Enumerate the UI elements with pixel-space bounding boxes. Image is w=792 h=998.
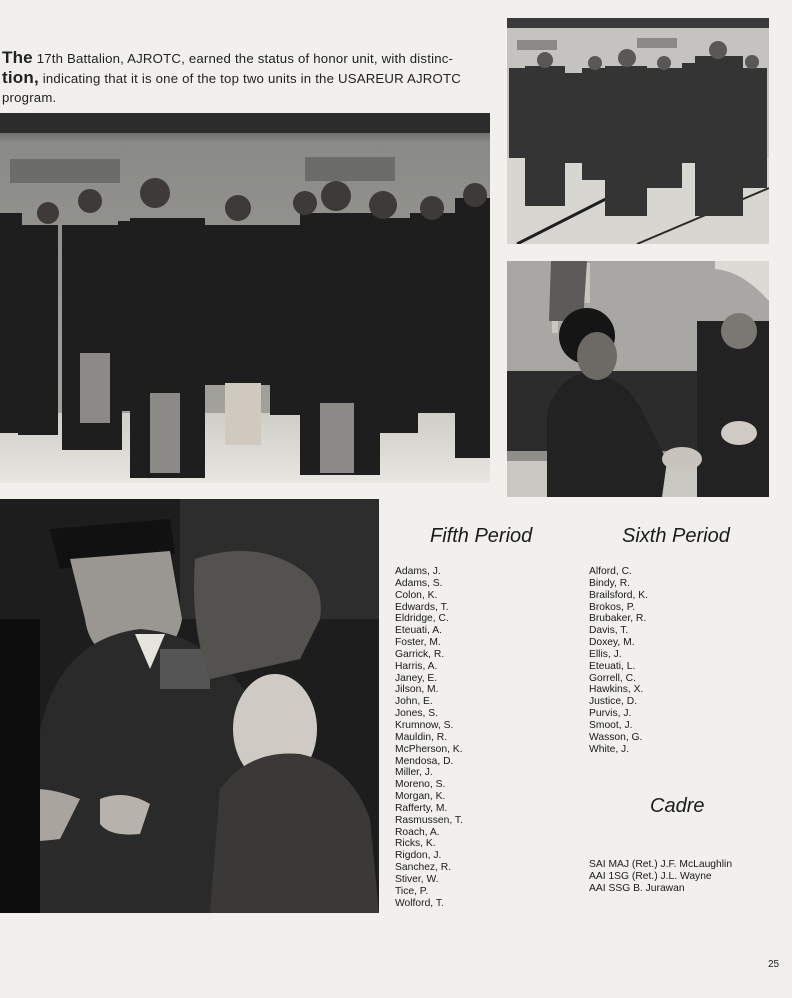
roster-name: Brokos, P. (589, 601, 636, 613)
roster-name: Sanchez, R. (395, 862, 452, 874)
roster-name: Adams, S. (395, 577, 443, 589)
roster-name: Stiver, W. (395, 873, 439, 885)
roster-name: Eteuati, L. (589, 660, 636, 672)
roster-name: Purvis, J. (589, 708, 632, 720)
roster-name: Wasson, G. (589, 731, 643, 743)
formation-photo-small (507, 18, 769, 244)
roster-name: Adams, J. (395, 566, 441, 577)
roster-name: Doxey, M. (589, 637, 635, 649)
cadre-roster (589, 859, 732, 895)
roster-name: Jones, S. (395, 708, 438, 720)
pinning-ceremony-photo-image (0, 499, 379, 913)
intro-line-3: program. (2, 90, 57, 105)
intro-lead-word: The (2, 48, 33, 67)
roster-name: Harris, A. (395, 660, 438, 672)
roster-name: Bindy, R. (589, 577, 631, 589)
roster-name: Moreno, S. (395, 779, 446, 791)
roster-name: Roach, A. (395, 826, 440, 838)
handshake-photo (507, 261, 769, 497)
roster-name: Jilson, M. (395, 684, 439, 696)
roster-name: McPherson, K. (395, 743, 463, 755)
intro-caption (2, 48, 496, 107)
roster-name: Gorrell, C. (589, 672, 636, 684)
sixth-period-heading: Sixth Period (622, 525, 730, 547)
roster-name: Colon, K. (395, 589, 438, 601)
roster-name: Mauldin, R. (395, 731, 448, 743)
roster-name: SAI MAJ (Ret.) J.F. McLaughlin (589, 859, 733, 870)
fifth-period-roster (395, 566, 463, 909)
roster-name: Eteuati, A. (395, 625, 442, 637)
page-number: 25 (768, 959, 780, 970)
cadre-heading: Cadre (650, 795, 705, 817)
formation-photo-small-image (507, 18, 769, 244)
formation-photo-wide (0, 113, 490, 483)
roster-name: Edwards, T. (395, 601, 449, 613)
roster-name: Smoot, J. (589, 719, 633, 731)
intro-lead-word-2: tion, (2, 68, 39, 87)
roster-name: Foster, M. (395, 637, 441, 649)
roster-name: Tice, P. (395, 885, 429, 897)
formation-photo-wide-image (0, 113, 490, 483)
handshake-photo-image (507, 261, 769, 497)
sixth-period-roster (589, 566, 648, 756)
roster-name: Mendosa, D. (395, 755, 454, 767)
roster-name: Janey, E. (395, 672, 438, 684)
roster-name: AAI 1SG (Ret.) J.L. Wayne (589, 870, 712, 882)
roster-name: Davis, T. (589, 625, 629, 637)
pinning-ceremony-photo (0, 499, 379, 913)
intro-line-2: tion, indicating that it is one of the top two units in the USAREUR AJROTC (2, 68, 461, 87)
roster-name: Morgan, K. (395, 791, 446, 803)
roster-name: Brubaker, R. (589, 613, 647, 625)
roster-name: Rasmussen, T. (395, 814, 463, 826)
roster-name: Justice, D. (589, 696, 638, 708)
roster-name: Ellis, J. (589, 648, 622, 660)
roster-name: John, E. (395, 696, 433, 708)
roster-name: Eldridge, C. (395, 613, 449, 625)
fifth-period-heading: Fifth Period (430, 525, 533, 547)
roster-name: White, J. (589, 743, 630, 755)
roster-name: Ricks, K. (395, 838, 436, 850)
intro-line-1: The 17th Battalion, AJROTC, earned the status of honor unit, with distinc- (2, 48, 454, 67)
roster-name: Miller, J. (395, 767, 433, 779)
roster-name: Brailsford, K. (589, 589, 648, 601)
roster-name: Hawkins, X. (589, 684, 644, 696)
roster-name: Alford, C. (589, 566, 632, 577)
roster-name: Krumnow, S. (395, 719, 454, 731)
roster-name: Rafferty, M. (395, 802, 448, 814)
roster-name: Wolford, T. (395, 897, 444, 909)
roster-name: AAI SSG B. Jurawan (589, 882, 685, 894)
roster-name: Garrick, R. (395, 648, 445, 660)
roster-name: Rigdon, J. (395, 850, 442, 862)
